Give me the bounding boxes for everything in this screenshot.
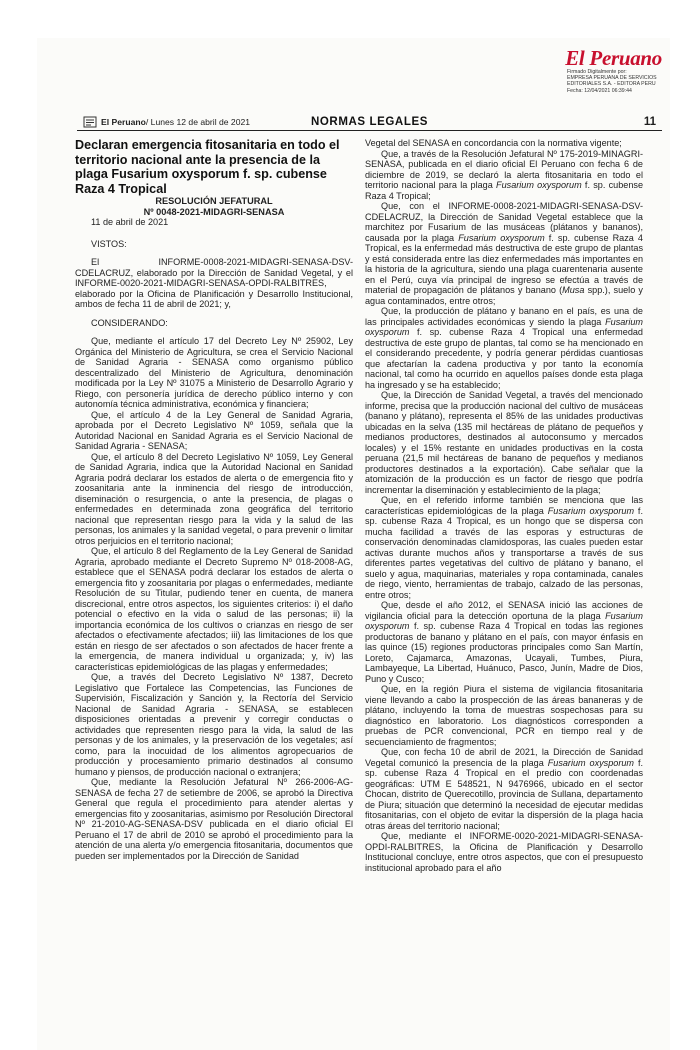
vistos-paragraph: El INFORME-0008-2021-MIDAGRI-SENASA-DSV-CDELACRUZ, elaborado por la Dirección de Sanidad Vegetal, y el INFORME-0020-2021-MIDAGRI-SENASA-OPDI-RALBITRES, elaborado por la Oficina de Planificación y Desarrollo Institucional, ambos de fecha 11 de abril de 2021; y, — [75, 257, 353, 310]
paragraph: Que, a través del Decreto Legislativo Nº 1387, Decreto Legislativo que Fortalece las Competencias, las Funciones de Supervisión, Fiscalización y Sanción y, la Rectoría del Servicio Nacional de Sanidad Agraria - SENASA, se establecen disposiciones orientadas a prevenir y corregir conductas o actividades que representen riesgo para la vida, la salud de las personas y de los animales, y la preservación de los vegetales; así como, para la inocuidad de los alimentos agropecuarios de producción y procesamiento primario destinados al consumo humano y piensos, de producción nacional o extranjera; — [75, 672, 353, 777]
resolution-date: 11 de abril de 2021 — [91, 217, 169, 228]
genus-name: Musa — [562, 285, 585, 295]
paragraph: Que, el artículo 8 del Decreto Legislativo Nº 1059, Ley General de Sanidad Agraria, indica que la Autoridad Nacional en Sanidad Agraria podrá declarar los estados de alerta o de emergencia fito y zoosanitaria ante la inminencia del riesgo de introducción, diseminación o resurgencia, o ante la presencia, de plagas o enfermedades en determinada zona geográfica del territorio nacional que representan riesgo para la vida y la salud de las personas, los animales y la sanidad vegetal, o para prevenir o limitar otros perjuicios en el territorio nacional; — [75, 451, 353, 546]
paragraph: Que, la Dirección de Sanidad Vegetal, a través del mencionado informe, precisa que la producción nacional del cultivo de musáceas (banano y plátano), representa el 85% de las unidades productivas ubicadas en la selva (135 mil hectáreas de plátano de pequeños y medianos productores, destinados al autoconsumo y mercados locales) y el 15% restante en unidades productivas en la costa peruana (21,5 mil hectáreas de banano de pequeños y medianos productores destinados a la exportación). Cabe señalar que la atomización de la producción es un factor de riesgo que podría incrementar la diseminación y establecimiento de la plaga; — [365, 390, 643, 495]
resolution-line-2: Nº 0048-2021-MIDAGRI-SENASA — [143, 206, 285, 217]
species-name: Fusarium oxysporum — [496, 180, 582, 190]
species-name: Fusarium oxysporum — [458, 232, 545, 243]
species-name: Fusarium oxysporum — [365, 316, 643, 337]
species-name: Fusarium oxysporum — [547, 505, 635, 516]
paragraph: Que, desde el año 2012, el SENASA inició las acciones de vigilancia oficial para la detección oportuna de la plaga Fusarium oxysporum f. sp. cubense Raza 4 Tropical en todas las regiones productoras de banano y plátano en el país, con mayor énfasis en las quince (15) regiones productoras principales como San Martín, Loreto, Cajamarca, Amazonas, Ucayali, Tumbes, Piura, Lambayeque, La Libertad, Huánuco, Pasco, Junín, Madre de Dios, Puno y Cusco; — [365, 600, 643, 684]
paragraph: Que, con fecha 10 de abril de 2021, la Dirección de Sanidad Vegetal comunicó la presencia de la plaga Fusarium oxysporum f. sp. cubense Raza 4 Tropical en el predio con coordenadas geográficas: UTM E 548521, N 9476966, ubicado en el sector Chocan, distrito de Querecotillo, provincia de Sullana, departamento de Piura; situación que determinó la necesidad de ejecutar medidas fitosanitarias, con el objeto de evitar la dispersión de la plaga hacia otras áreas del territorio nacional; — [365, 747, 643, 831]
paragraph: Que, el artículo 8 del Reglamento de la Ley General de Sanidad Agraria, aprobado mediante el Decreto Supremo Nº 018-2008-AG, establece que el SENASA podrá declarar los estados de alerta o emergencia fito y zoosanitaria por plagas o enfermedades, mediante Resolución de su Titular, pudiendo tener en cuenta, de manera discrecional, entre otros aspectos, los siguientes criterios: i) el daño potencial o efectivo en la vida o salud de las personas; ii) la importancia económica de los cultivos o crianzas en riesgo de ser afectados o efectivamente afectados; iii) las limitaciones de los que están en riesgo de ser afectados o son afectados de hacer frente a la emergencia, de manera individual u organizada; y, iv) las características epidemiológicas de las plagas y enfermedades; — [75, 546, 353, 672]
paragraph: Que, a través de la Resolución Jefatural Nº 175-2019-MINAGRI-SENASA, publicada en el diario oficial El Peruano con fecha 6 de diciembre de 2019, se declaró la alerta fitosanitaria en todo el territorio nacional para la plaga Fusarium oxysporum f. sp. cubense Raza 4 Tropical; — [365, 148, 643, 201]
paragraph: Que, mediante la Resolución Jefatural Nº 266-2006-AG-SENASA de fecha 27 de setiembre de 2006, se aprobó la Directiva General que regula el procedimiento para atender alertas y emergencias fito y zoosanitarias, asimismo por Resolución Directoral Nº 21-2010-AG-SENASA-DSV publicada en el diario oficial El Peruano el 17 de abril de 2010 se aprobó el procedimiento para la atención de una alerta y/o emergencia fitosanitaria, documentos que pueden ser implementados por la Dirección de Sanidad — [75, 777, 353, 861]
vistos-label: VISTOS: — [91, 238, 127, 249]
species-name: Fusarium oxysporum — [365, 610, 643, 631]
paragraph: Que, en la región Piura el sistema de vigilancia fitosanitaria viene llevando a cabo la prospección de las áreas bananeras y de plátano, incluyendo la toma de muestras sospechosas para su diagnóstico en laboratorio. Los diagnósticos corresponden a pruebas de PCR convencional, PCR en tiempo real y de secuenciamiento de fragmentos; — [365, 684, 643, 747]
resolution-line-1: RESOLUCIÓN JEFATURAL — [155, 196, 273, 206]
resolution-title — [75, 196, 353, 217]
digital-signature-block — [567, 69, 667, 94]
header-brand: El Peruano — [101, 117, 146, 127]
paragraph: Que, mediante el INFORME-0020-2021-MIDAGRI-SENASA-OPDI-RALBITRES, la Oficina de Planificación y Desarrollo Institucional concluye, entre otros aspectos, que con el presupuesto institucional aprobado para el año — [365, 831, 643, 873]
signature-line: EMPRESA PERUANA DE SERVICIOS — [567, 75, 657, 82]
species-name: Fusarium oxysporum — [547, 757, 635, 768]
paragraph: Vegetal del SENASA en concordancia con la normativa vigente; — [365, 138, 622, 148]
page-header — [77, 113, 662, 131]
page-number: 11 — [643, 116, 656, 128]
paragraph: Que, la producción de plátano y banano en el país, es una de las principales actividades económicas y siendo la plaga Fusarium oxysporum f. sp. cubense Raza 4 Tropical una enfermedad destructiva de este grupo de plantas, tal como se ha mencionado en el considerando precedente, y podría generar pérdidas cuantiosas que afectarían la cadena productiva y por tanto la economía nacional, tal como ha ocurrido en aquellos países donde esta plaga ha ingresado y se ha establecido; — [365, 306, 643, 390]
paragraph: Que, en el referido informe también se menciona que las características epidemiológicas de la plaga Fusarium oxysporum f. sp. cubense Raza 4 Tropical, es un hongo que se dispersa con mucha facilidad a través de las esporas y estructuras de conservación denominadas clamidosporas, las cuales pueden estar activas durante muchos años y transportarse a través de sus diferentes partes vegetativas del cultivo de plátano y banano, el suelo y agua, maquinarias, materiales y ropa contaminada, canales de riego, viento, herramientas de trabajo, calzado de las personas, entre otros; — [365, 495, 643, 600]
paragraph: Que, con el INFORME-0008-2021-MIDAGRI-SENASA-DSV-CDELACRUZ, la Dirección de Sanidad Vegetal establece que la marchitez por Fusarium de las musáceas (plátanos y bananos), causada por la plaga Fusarium oxysporum f. sp. cubense Raza 4 Tropical, es la enfermedad más destructiva de este grupo de plantas y está considerada entre las diez enfermedades más importantes en la historia de la agricultura, siendo una plaga cuarentenaria ausente en el Perú, cuya vía principal de ingreso se efectúa a través de material de propagación de plátanos y banano (Musa spp.), suelo y agua contaminados, entre otros; — [365, 201, 643, 306]
el-peruano-logo: El Peruano — [565, 46, 662, 70]
paragraph: Que, mediante el artículo 17 del Decreto Ley Nº 25902, Ley Orgánica del Ministerio de Agricultura, se crea el Servicio Nacional de Sanidad Agraria - SENASA como organismo público descentralizado del Ministerio de Agricultura, denominación modificada por la Ley Nº 31075 a Ministerio de Desarrollo Agrario y Riego, con personería jurídica de derecho público interno y con autonomía técnica administrativa, económica y financiera; — [75, 336, 353, 410]
left-column — [75, 138, 353, 861]
paragraph: Que, el artículo 4 de la Ley General de Sanidad Agraria, aprobada por el Decreto Legislativo Nº 1059, señala que la Autoridad Nacional en Sanidad Agraria es el Servicio Nacional de Sanidad Agraria - SENASA; — [75, 409, 353, 452]
right-column — [365, 138, 643, 873]
document-page — [37, 38, 670, 1050]
headline: Declaran emergencia fitosanitaria en todo el territorio nacional ante la presencia de la plaga Fusarium oxysporum f. sp. cubense Raza 4 Tropical — [75, 138, 340, 196]
header-date: / Lunes 12 de abril de 2021 — [145, 117, 251, 127]
considerando-label: CONSIDERANDO: — [91, 317, 168, 328]
signature-line: EDITORIALES S.A. - EDITORA PERU — [567, 81, 656, 88]
signature-line: Fecha: 12/04/2021 06:39:44 — [567, 87, 632, 94]
section-title: NORMAS LEGALES — [310, 116, 428, 128]
signature-line: Firmado Digitalmente por: — [567, 69, 627, 75]
